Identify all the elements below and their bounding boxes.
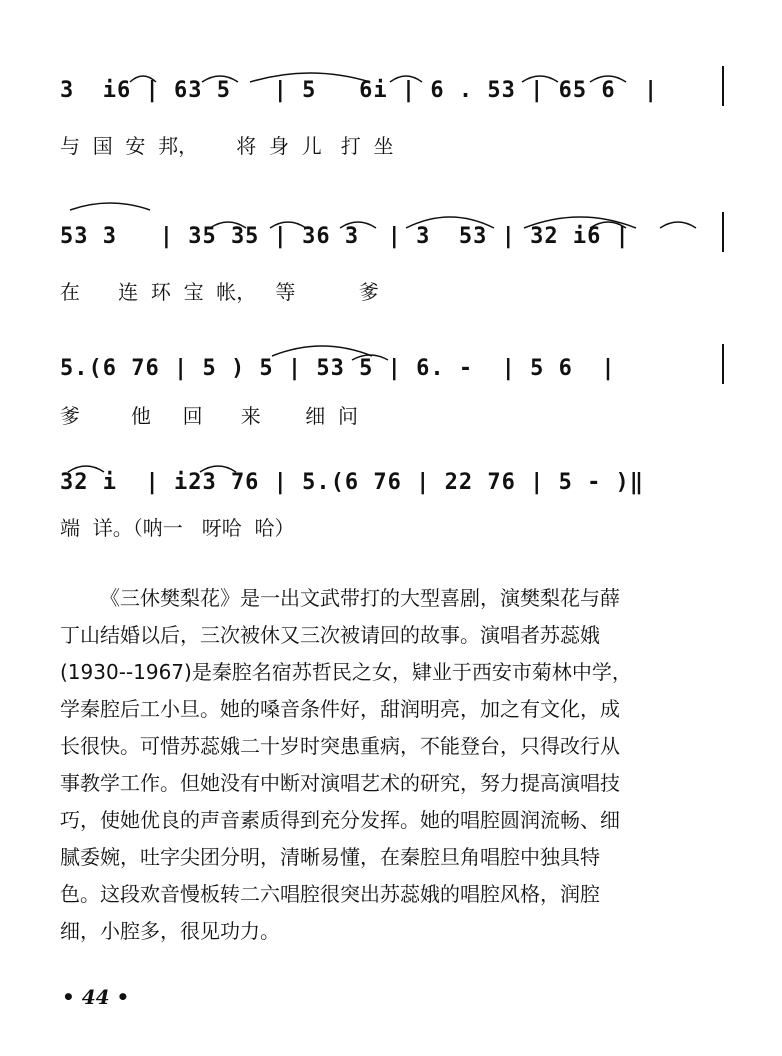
notation-line-2: 53 3 | 35 35 | 36 3 | 3 53 | 32 i6 |: [60, 224, 630, 249]
slur-marks-1: [60, 68, 740, 88]
body-line: 学秦腔后工小旦。她的嗓音条件好，甜润明亮，加之有文化，成: [60, 697, 620, 721]
body-line: (1930--1967)是秦腔名宿苏哲民之女，肄业于西安市菊林中学，: [60, 660, 632, 684]
barline-2: [722, 212, 724, 252]
body-paragraph: [60, 580, 732, 950]
body-line: 丁山结婚以后，三次被休又三次被请回的故事。演唱者苏蕊娥: [60, 623, 600, 647]
body-line: 腻委婉，吐字尖团分明，清晰易懂，在秦腔旦角唱腔中独具特: [60, 845, 600, 869]
notation-line-1: 3 i6 | 63 5 | 5 6i | 6 . 53 | 65 6 |: [60, 78, 659, 103]
lyrics-line-2: 在 连 环 宝 帐， 等 爹: [60, 280, 379, 304]
slur-marks-2: [60, 188, 740, 234]
notation-line-4: 32 i | i23 76 | 5.(6 76 | 22 76 | 5 - )‖: [60, 470, 645, 495]
barline-3: [722, 344, 724, 384]
body-line: 事教学工作。但她没有中断对演唱艺术的研究，努力提高演唱技: [60, 771, 620, 795]
body-line: 巧，使她优良的声音素质得到充分发挥。她的唱腔圆润流畅、细: [60, 808, 620, 832]
body-line: 长很快。可惜苏蕊娥二十岁时突患重病，不能登台，只得改行从: [60, 734, 620, 758]
slur-marks-3: [60, 322, 740, 366]
slur-marks-4: [60, 456, 740, 480]
barline-1: [722, 66, 724, 106]
lyrics-line-3: 爹 他 回 来 细 问: [60, 404, 359, 428]
lyrics-line-4: 端 详。（呐一 呀哈 哈）: [60, 516, 295, 540]
notation-line-3: 5.(6 76 | 5 ) 5 | 53 5 | 6. - | 5 6 |: [60, 356, 616, 381]
lyrics-line-1: 与 国 安 邦， 将 身 儿 打 坐: [60, 134, 394, 158]
body-line: 色。这段欢音慢板转二六唱腔很突出苏蕊娥的唱腔风格，润腔: [60, 882, 600, 906]
body-line: 细，小腔多，很见功力。: [60, 919, 280, 943]
page-number: • 44 •: [62, 985, 130, 1009]
body-line: 《三休樊梨花》是一出文武带打的大型喜剧，演樊梨花与薛: [100, 586, 620, 610]
